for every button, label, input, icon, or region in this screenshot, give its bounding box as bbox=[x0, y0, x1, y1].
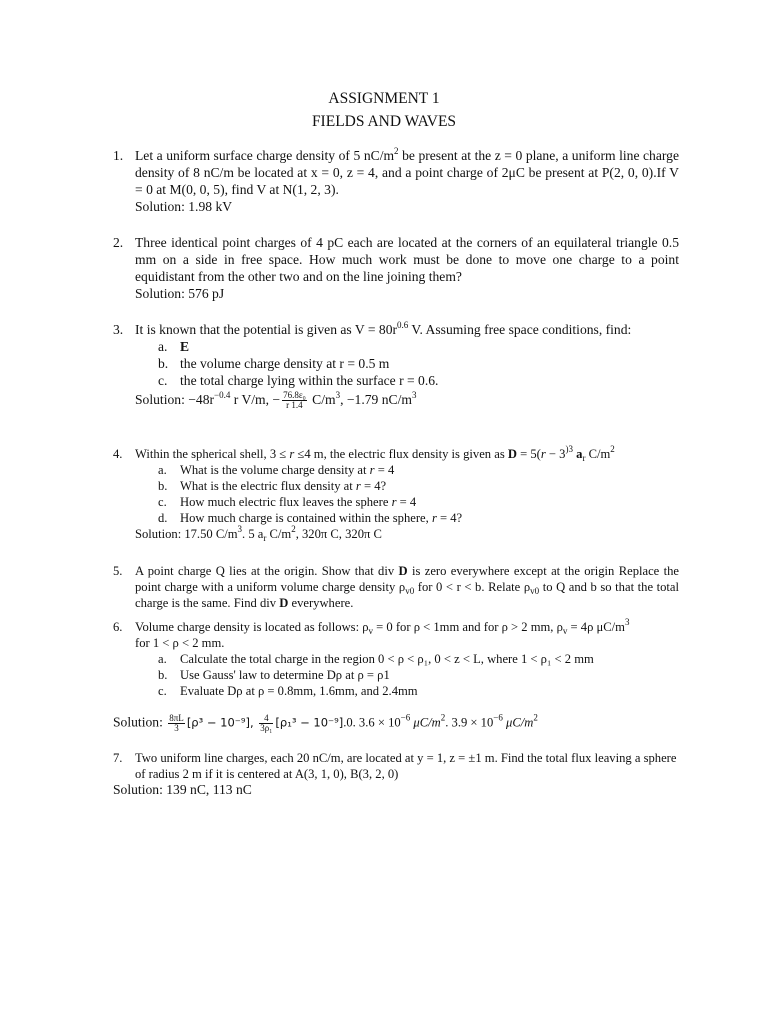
question-text: It is known that the potential is given as $V = 80r^{0.6}$ V. Assuming free space conditions, find: bbox=[135, 320, 632, 337]
solution: Solution: 139 nC, 113 nC bbox=[113, 782, 252, 797]
list-item: a. Calculate the total charge in the region 0 < ρ < ρ₁, 0 < z < L, where 1 < ρ₁ < 2 mm bbox=[158, 652, 594, 666]
list-item: b. What is the electric flux density at r = 4? bbox=[158, 479, 387, 493]
question-number: 2. bbox=[113, 235, 124, 250]
question-7 bbox=[113, 750, 679, 798]
question-number: 3. bbox=[113, 322, 124, 337]
list-item: d. How much charge is contained within the sphere, r = 4? bbox=[158, 511, 463, 525]
question-number: 5. bbox=[113, 564, 123, 578]
question-text: Volume charge density is located as follows: $\rho_v = 0$ for ρ < 1mm and for ρ > 2 mm, $\rho_v = 4\rho$ $\mu C/m^3$ for 1 < ρ < 2 mm. bbox=[135, 617, 630, 650]
question-text: Within the spherical shell, 3 ≤ r ≤4 m, the electric flux density is given as $D = 5(r - 3^{)3}$ $a_r$ $C/m^2$ bbox=[135, 444, 615, 463]
question-text: Three identical point charges of 4 pC each are located at the corners of an equilateral triangle 0.5 mm on a side in free space. How much work must be done to move one charge to a point equidistant from the other two and on the line joining them? bbox=[135, 235, 679, 284]
question-number: 1. bbox=[113, 148, 124, 163]
question-4 bbox=[113, 446, 683, 542]
list-item: c. How much electric flux leaves the sphere r = 4 bbox=[158, 495, 417, 509]
question-3 bbox=[113, 321, 679, 410]
question-6-solution: Solution: $\frac{8\pi L}{3}$ [ρ³ − 10⁻⁹], $\frac{4}{\text{3ρ₁}}$ [ρ₁³ − 10⁻⁹].0. $3.6 \times 10^{-6}$ $\mu C/m^2$. $3.9 \times 10^{-6}$ $\mu C/m^2$ bbox=[113, 712, 538, 733]
solution: Solution: 1.98 kV bbox=[135, 199, 233, 214]
question-number: 7. bbox=[113, 751, 123, 765]
solution: Solution: 576 pJ bbox=[135, 286, 225, 301]
list-item: b. Use Gauss' law to determine Dρ at ρ = ρ1 bbox=[158, 668, 390, 682]
question-2 bbox=[113, 234, 679, 302]
question-number: 6. bbox=[113, 620, 123, 634]
list-item: c. Evaluate Dρ at ρ = 0.8mm, 1.6mm, and 2.4mm bbox=[158, 684, 418, 698]
question-text: Two uniform line charges, each 20 nC/m, are located at y = 1, z = ±1 m. Find the total flux leaving a sphere of radius 2 m if it is centered at A(3, 1, 0), B(3, 2, 0) bbox=[135, 751, 677, 781]
list-item: b. the volume charge density at r = 0.5 m bbox=[158, 356, 390, 371]
question-number: 4. bbox=[113, 447, 123, 461]
list-item: a. E bbox=[158, 339, 190, 354]
solution: Solution: $-48r^{-0.4}$ r V/m, − $\frac{\text{76.8ε₀}}{r 1.4}$ $C/m^3$, −1.79 $nC/m^3$ bbox=[135, 390, 417, 411]
course-title: FIELDS AND WAVES bbox=[311, 113, 457, 130]
list-item: c. the total charge lying within the surface r = 0.6. bbox=[158, 373, 439, 388]
question-text: A point charge Q lies at the origin. Show that div D is zero everywhere except at the origin Replace the point charge with a uniform volume charge density $\rho_{v0}$ for 0 < r < b. Relate $\rho_{v0}$ to Q and b so that the total charge is the same. Find div D everywhere. bbox=[135, 564, 679, 610]
question-text: Let a uniform surface charge density of 5 $nC/m^2$ be present at the z = 0 plane, a uniform line charge density of 8 nC/m be located at x = 0, z = 4, and a point charge of 2μC be present at P(2, 0, 0).If V = 0 at M(0, 0, 5), find V at N(1, 2, 3). bbox=[135, 146, 679, 197]
question-6 bbox=[113, 619, 679, 699]
question-5 bbox=[113, 563, 679, 611]
solution: Solution: 17.50 $C/m^3$. 5 $a_r$ $C/m^2$, 320π C, 320π C bbox=[135, 524, 382, 543]
question-1 bbox=[113, 147, 679, 215]
list-item: a. What is the volume charge density at r = 4 bbox=[158, 463, 395, 477]
assignment-title: ASSIGNMENT 1 bbox=[328, 90, 440, 107]
